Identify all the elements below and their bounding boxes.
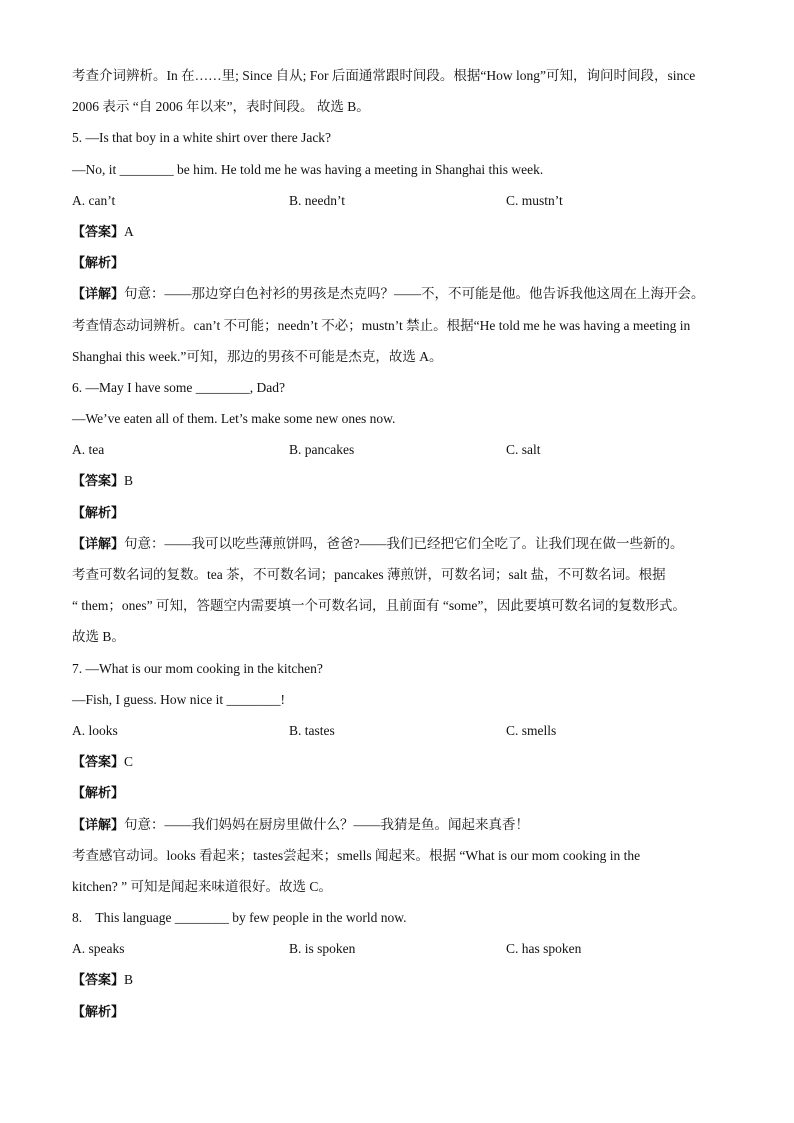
- option-b: B. needn’t: [289, 192, 345, 208]
- detail-text: 句意：——我可以吃些薄煎饼吗，爸爸?——我们已经把它们全吃了。让我们现在做一些新的。: [124, 535, 684, 551]
- analysis-tag: 【解析】: [72, 505, 125, 521]
- question-6-stem: 6. —May I have some ________, Dad?: [72, 379, 285, 395]
- answer-line: [72, 968, 742, 999]
- option-b: B. tastes: [289, 722, 335, 738]
- detail-line: [72, 532, 742, 563]
- option-b: B. is spoken: [289, 941, 356, 957]
- option-c: C. salt: [506, 442, 541, 458]
- question-7-options: [72, 719, 742, 750]
- text-line: 2006 表示 “自 2006 年以来”，表时间段。 故选 B。: [72, 99, 370, 115]
- question-5-options: [72, 189, 742, 220]
- option-c: C. smells: [506, 722, 557, 738]
- option-a: A. can’t: [72, 192, 116, 208]
- question-7-response: —Fish, I guess. How nice it ________!: [72, 691, 285, 707]
- answer-tag: 【答案】: [72, 973, 125, 989]
- detail-tag: 【详解】: [72, 287, 125, 303]
- text-line: kitchen? ” 可知是闻起来味道很好。故选 C。: [72, 878, 332, 894]
- text-line: 故选 B。: [72, 629, 125, 645]
- answer-value: B: [124, 473, 134, 489]
- analysis-line: [72, 251, 742, 282]
- analysis-line: [72, 781, 742, 812]
- question-5-response: —No, it ________ be him. He told me he was having a meeting in Shanghai this week.: [72, 161, 544, 177]
- detail-line: [72, 813, 742, 844]
- text-line: Shanghai this week.”可知，那边的男孩不可能是杰克，故选 A。: [72, 348, 443, 364]
- text-line: 考查可数名词的复数。tea 茶，不可数名词；pancakes 薄煎饼，可数名词；salt 盐，不可数名词。根据: [72, 567, 666, 582]
- answer-value: A: [124, 223, 134, 239]
- option-a: A. looks: [72, 722, 118, 738]
- detail-tag: 【详解】: [72, 536, 125, 552]
- question-7-stem: 7. —What is our mom cooking in the kitchen?: [72, 660, 323, 676]
- analysis-tag: 【解析】: [72, 256, 125, 272]
- analysis-line: [72, 501, 742, 532]
- answer-line: [72, 220, 742, 251]
- option-b: B. pancakes: [289, 442, 355, 458]
- analysis-tag: 【解析】: [72, 1004, 125, 1020]
- detail-text: 句意：——我们妈妈在厨房里做什么？——我猜是鱼。闻起来真香！: [124, 816, 530, 832]
- question-8-options: [72, 937, 742, 968]
- text-line: “ them；ones” 可知，答题空内需要填一个可数名词，且前面有 “some”，因此要填可数名词的复数形式。: [72, 598, 686, 614]
- option-c: C. mustn’t: [506, 192, 563, 208]
- option-a: A. speaks: [72, 941, 125, 957]
- option-c: C. has spoken: [506, 941, 582, 957]
- answer-value: C: [124, 754, 134, 770]
- document-page: [72, 64, 742, 1031]
- answer-value: B: [124, 972, 134, 988]
- detail-tag: 【详解】: [72, 817, 125, 833]
- question-6-options: [72, 438, 742, 469]
- question-6-response: —We’ve eaten all of them. Let’s make some new ones now.: [72, 411, 396, 427]
- analysis-tag: 【解析】: [72, 786, 125, 802]
- text-line: 考查情态动词辨析。can’t 不可能；needn’t 不必；mustn’t 禁止。根据“He told me he was having a meeting in: [72, 317, 691, 333]
- detail-text: 句意：——那边穿白色衬衫的男孩是杰克吗？——不，不可能是他。他告诉我他这周在上海开会。: [124, 286, 705, 302]
- answer-line: [72, 469, 742, 500]
- text-line: 考查介词辨析。In 在……里; Since 自从; For 后面通常跟时间段。根据“How long”可知，询问时间段，since: [72, 68, 696, 83]
- option-a: A. tea: [72, 442, 105, 458]
- answer-tag: 【答案】: [72, 224, 125, 240]
- answer-tag: 【答案】: [72, 755, 125, 771]
- analysis-line: [72, 1000, 742, 1031]
- question-5-stem: 5. —Is that boy in a white shirt over there Jack?: [72, 130, 332, 146]
- text-line: 考查感官动词。looks 看起来；tastes尝起来；smells 闻起来。根据 “What is our mom cooking in the: [72, 847, 641, 863]
- answer-tag: 【答案】: [72, 474, 125, 490]
- answer-line: [72, 750, 742, 781]
- detail-line: [72, 282, 742, 313]
- question-8-stem: 8. This language ________ by few people in the world now.: [72, 910, 407, 926]
